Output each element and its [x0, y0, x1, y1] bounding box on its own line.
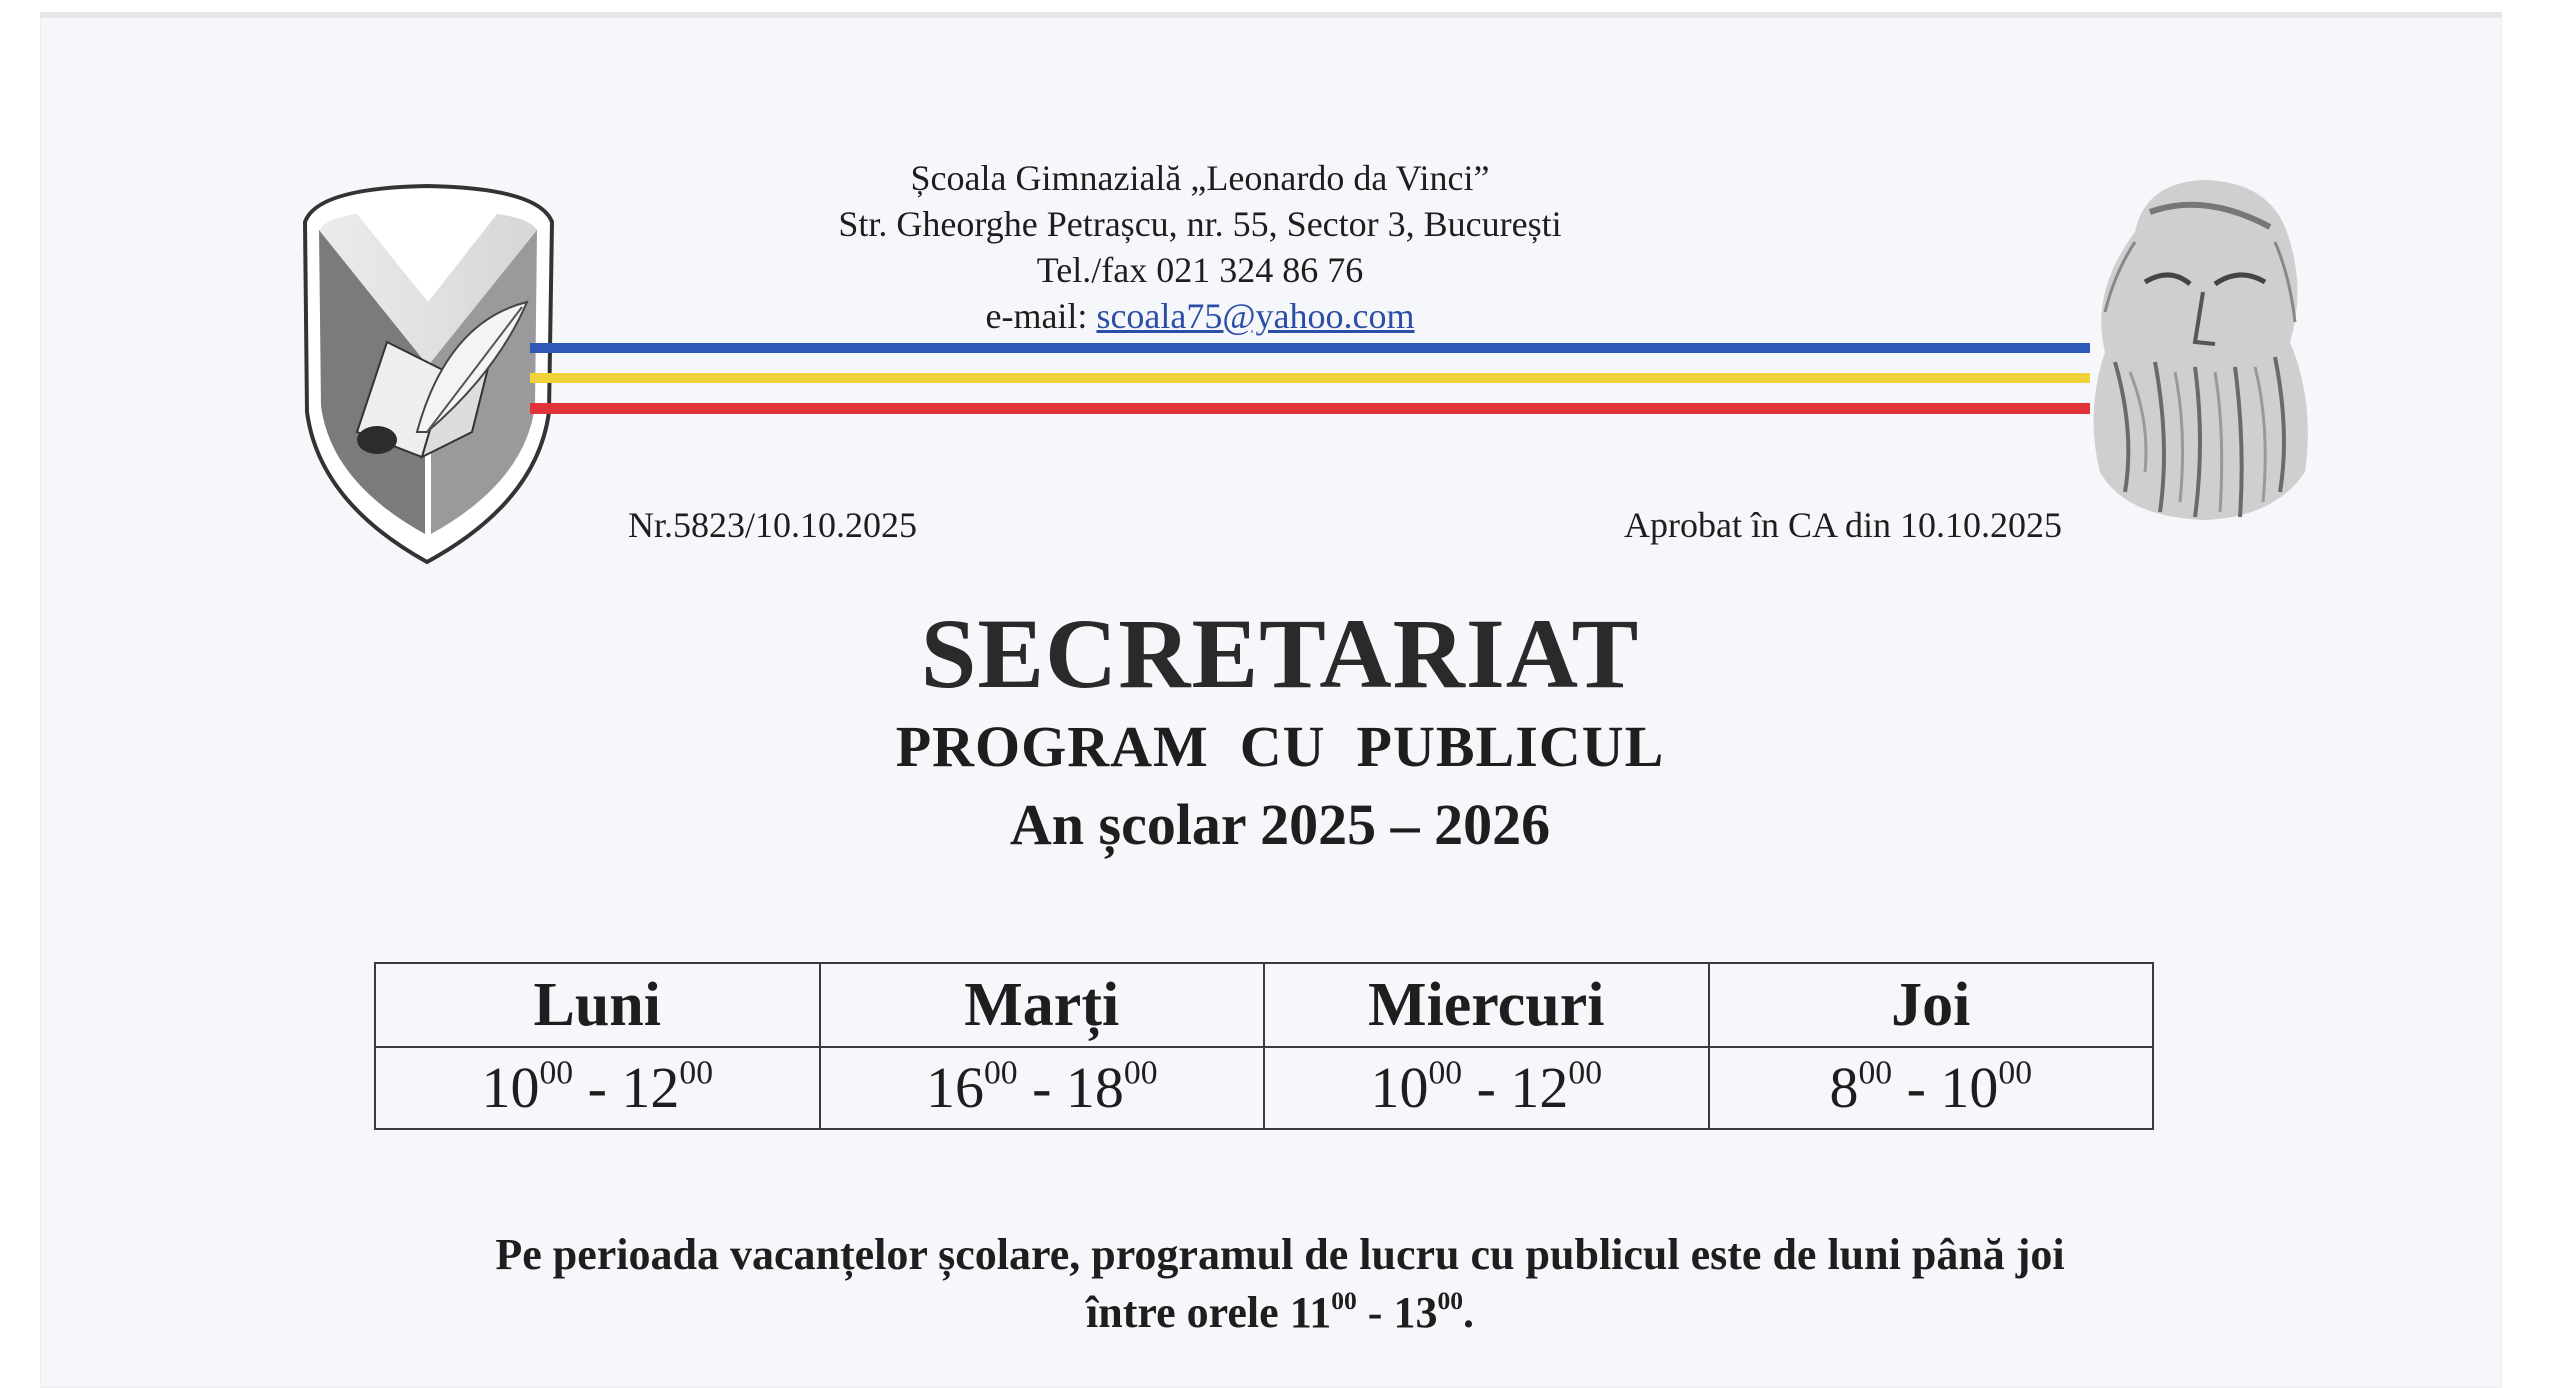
- start-hour: 11: [1289, 1288, 1332, 1337]
- email-label: e-mail:: [985, 296, 1097, 336]
- hours-cell: [375, 1047, 820, 1129]
- hours-separator: -: [1892, 1055, 1941, 1120]
- end-hour: 18: [1065, 1055, 1124, 1120]
- start-minutes: 00: [1428, 1054, 1463, 1092]
- tricolor-stripes: [530, 343, 2092, 417]
- schedule-table: [374, 962, 2154, 1130]
- start-minutes: 00: [539, 1054, 574, 1092]
- end-hour: 12: [621, 1055, 680, 1120]
- start-minutes: 00: [1858, 1054, 1893, 1092]
- hours-separator: -: [1017, 1055, 1066, 1120]
- end-hour: 10: [1940, 1055, 1999, 1120]
- end-hour: 13: [1393, 1288, 1438, 1337]
- school-crest-icon: [297, 182, 560, 567]
- hours-cell: [1264, 1047, 1709, 1129]
- page-title: SECRETARIAT: [920, 598, 1640, 709]
- end-hour: 12: [1510, 1055, 1569, 1120]
- hours-separator: -: [1356, 1288, 1394, 1337]
- day-cell: Marți: [820, 963, 1265, 1047]
- day-cell: Luni: [375, 963, 820, 1047]
- start-hour: 16: [925, 1055, 984, 1120]
- end-minutes: 00: [1123, 1054, 1158, 1092]
- email-link[interactable]: scoala75@yahoo.com: [1096, 296, 1415, 336]
- start-hour: 10: [1370, 1055, 1429, 1120]
- schedule-days-row: [375, 963, 2153, 1047]
- vacation-hours-prefix: între orele: [1086, 1288, 1290, 1337]
- hours-separator: -: [573, 1055, 622, 1120]
- school-phone: Tel./fax 021 324 86 76: [1036, 250, 1364, 290]
- page-subtitle: PROGRAM CU PUBLICUL: [895, 714, 1665, 779]
- start-hour: 10: [481, 1055, 540, 1120]
- hours-separator: -: [1462, 1055, 1511, 1120]
- end-minutes: 00: [1437, 1286, 1463, 1316]
- start-minutes: 00: [983, 1054, 1018, 1092]
- school-year: An școlar 2025 – 2026: [1009, 792, 1551, 857]
- registration-number: Nr.5823/10.10.2025: [628, 505, 918, 545]
- end-minutes: 00: [1568, 1054, 1603, 1092]
- leonardo-da-vinci-portrait: [2075, 172, 2320, 522]
- end-minutes: 00: [679, 1054, 714, 1092]
- start-minutes: 00: [1331, 1286, 1357, 1316]
- school-address: Str. Gheorghe Petrașcu, nr. 55, Sector 3, București: [838, 204, 1562, 244]
- school-name: Școala Gimnazială „Leonardo da Vinci”: [910, 158, 1490, 198]
- day-cell: Miercuri: [1264, 963, 1709, 1047]
- hours-cell: [820, 1047, 1265, 1129]
- approval-note: Aprobat în CA din 10.10.2025: [1624, 505, 2062, 545]
- vacation-hours-suffix: .: [1462, 1288, 1474, 1337]
- hours-cell: [1709, 1047, 2154, 1129]
- end-minutes: 00: [1998, 1054, 2033, 1092]
- day-cell: Joi: [1709, 963, 2154, 1047]
- start-hour: 8: [1829, 1055, 1859, 1120]
- vacation-hours: [0, 1284, 2560, 1342]
- vacation-note: Pe perioada vacanțelor școlare, programul de lucru cu publicul este de luni până joi: [495, 1230, 2065, 1279]
- schedule-hours-row: [375, 1047, 2153, 1129]
- school-email-line: [720, 293, 1680, 339]
